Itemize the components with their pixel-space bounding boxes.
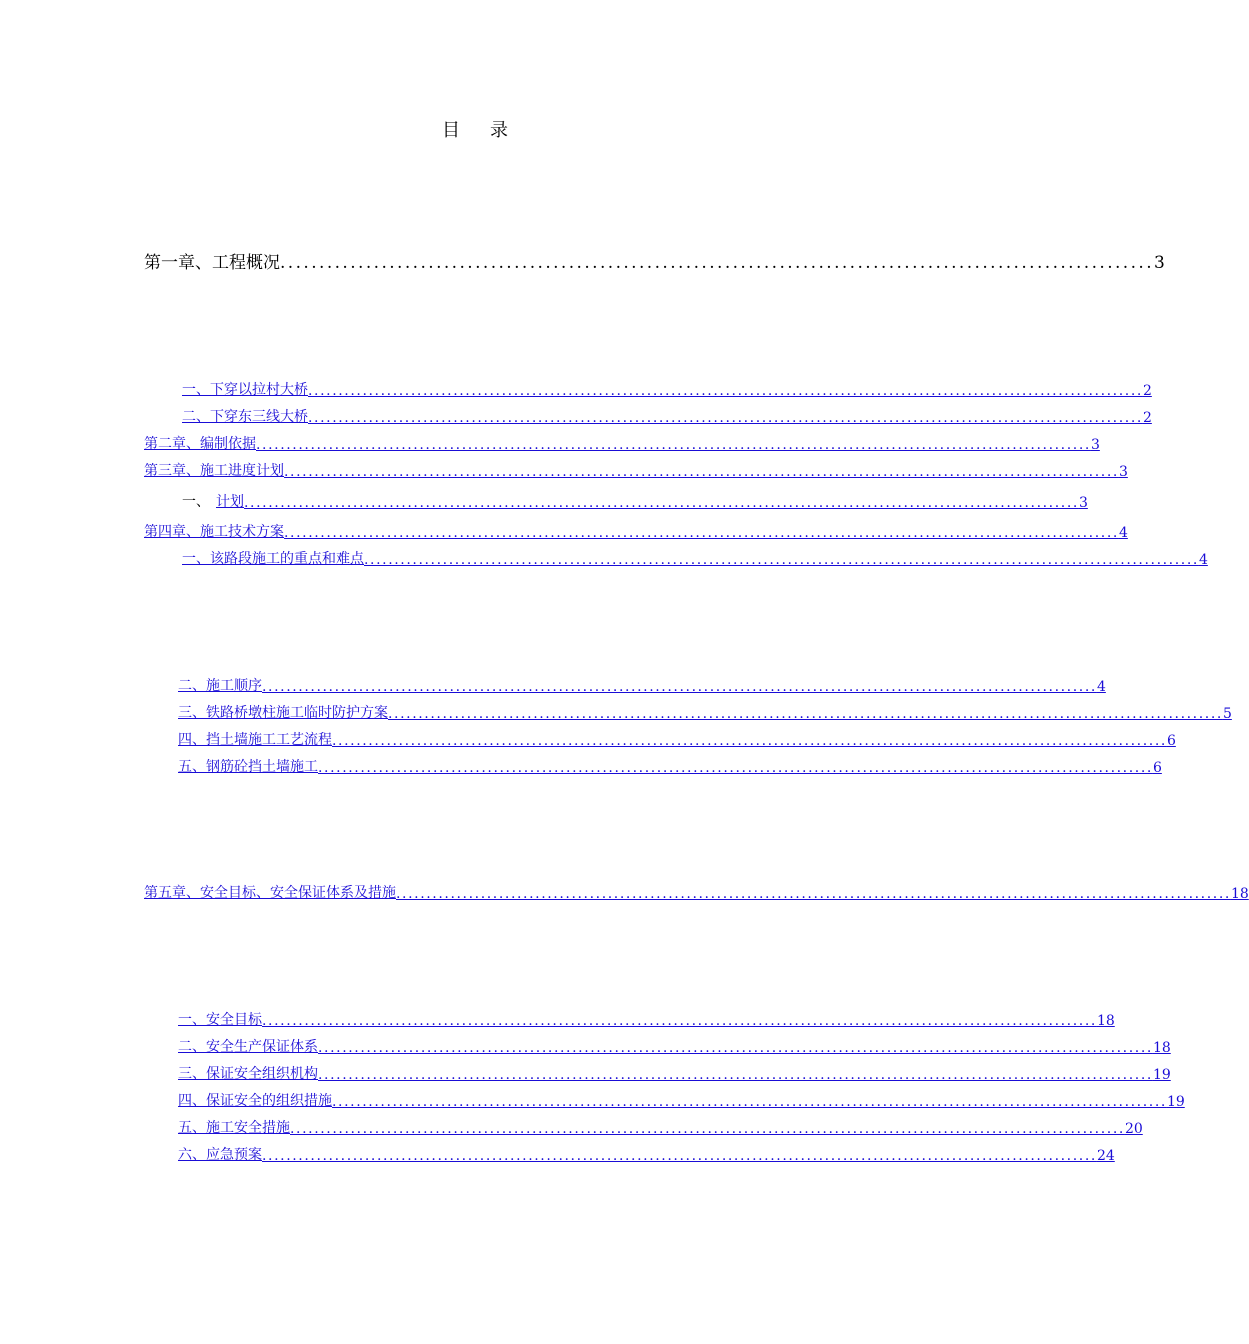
toc-entry-page: 2	[1142, 410, 1152, 426]
toc-entry-page: 3	[1090, 437, 1100, 453]
toc-entry-page: 4	[1118, 525, 1128, 541]
toc-entry-label: 计划	[216, 494, 244, 510]
toc-entry-link[interactable]	[178, 700, 1232, 722]
toc-entry-chapter-1[interactable]	[144, 247, 1165, 273]
toc-entry-page: 6	[1152, 760, 1162, 776]
title-char-1: 目	[442, 120, 460, 141]
toc-entry-label: 第五章、安全目标、安全保证体系及措施	[144, 885, 396, 901]
toc-leader-dots: ..........................................................................................................................................	[388, 706, 1223, 722]
toc-entry-page: 24	[1096, 1148, 1115, 1164]
toc-leader-dots: ..........................................................................................................................................	[396, 886, 1231, 902]
title-char-2: 录	[490, 120, 508, 141]
toc-entry-link[interactable]	[178, 1061, 1171, 1083]
toc-entry-label: 五、钢筋砼挡土墙施工	[178, 759, 318, 775]
toc-entry-link[interactable]	[178, 673, 1106, 695]
toc-entry-label: 三、保证安全组织机构	[178, 1066, 318, 1082]
toc-entry-page: 18	[1230, 886, 1249, 902]
toc-entry-label: 二、施工顺序	[178, 678, 262, 694]
toc-leader-dots: ..........................................................................................................................................	[284, 525, 1119, 541]
toc-leader-dots: ..........................................................................................................................................	[290, 1121, 1125, 1137]
toc-entry-label: 二、下穿东三线大桥	[182, 409, 308, 425]
toc-leader-dots: ..........................................................................................................................................	[244, 495, 1079, 511]
toc-entry-label: 四、保证安全的组织措施	[178, 1093, 332, 1109]
toc-leader-dots: ..........................................................................................................................................	[284, 464, 1119, 480]
toc-entry-link[interactable]	[178, 1007, 1115, 1029]
toc-entry-page: 3	[1154, 253, 1165, 273]
toc-leader-dots: ..........................................................................................................................................	[262, 1013, 1097, 1029]
toc-entry-label: 一、下穿以拉村大桥	[182, 382, 308, 398]
toc-entry-page: 6	[1166, 733, 1176, 749]
toc-entry-page: 18	[1152, 1040, 1171, 1056]
toc-entry-label: 二、安全生产保证体系	[178, 1039, 318, 1055]
toc-entry-label: 第三章、施工进度计划	[144, 463, 284, 479]
toc-entry-page: 5	[1222, 706, 1232, 722]
toc-entry-page: 18	[1096, 1013, 1115, 1029]
toc-entry-label: 一、该路段施工的重点和难点	[182, 551, 364, 567]
toc-leader-dots: ..........................................................................................................................................	[308, 410, 1143, 426]
toc-entry-link[interactable]	[144, 880, 1249, 902]
toc-leader-dots: ..........................................................................................................................................	[308, 383, 1143, 399]
toc-leader-dots: ..........................................................................................................................................	[262, 1148, 1097, 1164]
toc-entry-link[interactable]	[182, 377, 1152, 399]
toc-entry-link[interactable]	[178, 1142, 1115, 1164]
toc-entry-link[interactable]	[144, 431, 1100, 453]
toc-entry-link[interactable]	[178, 754, 1162, 776]
toc-entry-page: 19	[1166, 1094, 1185, 1110]
toc-leader-dots: ..........................................................................................................................................	[318, 760, 1153, 776]
toc-entry-link[interactable]	[178, 1115, 1143, 1137]
toc-leader-dots: ..........................................................................................................................................	[364, 552, 1199, 568]
toc-entry-page: 2	[1142, 383, 1152, 399]
toc-entry-page: 4	[1096, 679, 1106, 695]
toc-leader-dots: ..........................................................................................................................................	[318, 1040, 1153, 1056]
toc-entry-link[interactable]	[178, 1088, 1185, 1110]
toc-entry-page: 4	[1198, 552, 1208, 568]
toc-entry-page: 3	[1078, 495, 1088, 511]
toc-entry-label: 三、铁路桥墩柱施工临时防护方案	[178, 705, 388, 721]
toc-leader-dots: ..........................................................................................................................................	[262, 679, 1097, 695]
toc-entry-label: 五、施工安全措施	[178, 1120, 290, 1136]
toc-leader-dots: ..........................................................................................................................................	[318, 1067, 1153, 1083]
toc-entry-link[interactable]	[144, 519, 1128, 541]
toc-leader-dots: ..........................................................................................................................................	[332, 1094, 1167, 1110]
toc-entry-label: 一、安全目标	[178, 1012, 262, 1028]
toc-entry-link[interactable]	[178, 1034, 1171, 1056]
toc-entry-page: 20	[1124, 1121, 1143, 1137]
toc-leader-dots: ................................................................................................................	[280, 253, 1155, 273]
toc-entry-page: 19	[1152, 1067, 1171, 1083]
toc-entry-label: 第一章、工程概况	[144, 253, 280, 273]
page-title	[0, 116, 950, 142]
toc-entry-link[interactable]	[144, 458, 1128, 480]
toc-entry-link[interactable]	[182, 489, 1088, 511]
toc-entry-link[interactable]	[178, 727, 1176, 749]
toc-leader-dots: ..........................................................................................................................................	[256, 437, 1091, 453]
toc-entry-link[interactable]	[182, 546, 1208, 568]
toc-entry-page: 3	[1118, 464, 1128, 480]
toc-entry-label: 四、挡土墙施工工艺流程	[178, 732, 332, 748]
toc-entry-link[interactable]	[182, 404, 1152, 426]
toc-entry-label: 六、应急预案	[178, 1147, 262, 1163]
toc-entry-prefix: 一、	[182, 494, 210, 510]
toc-entry-label: 第四章、施工技术方案	[144, 524, 284, 540]
toc-entry-label: 第二章、编制依据	[144, 436, 256, 452]
toc-leader-dots: ..........................................................................................................................................	[332, 733, 1167, 749]
